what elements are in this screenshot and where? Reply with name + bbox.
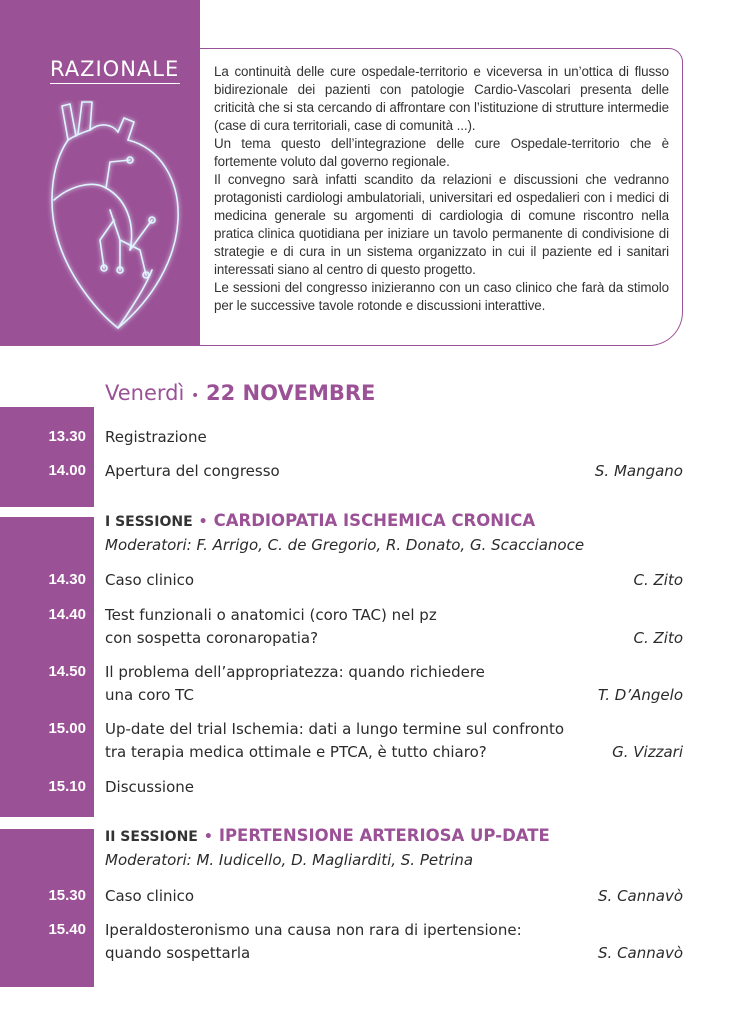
session-label: II SESSIONE (105, 829, 198, 845)
razionale-paragraph: Un tema questo dell’integrazione delle cure Ospedale-territorio che è fortemente voluto dal governo regionale. (214, 136, 669, 169)
session-1-header (105, 511, 535, 530)
razionale-text (214, 63, 669, 315)
agenda-speaker: C. Zito (633, 629, 683, 647)
agenda-time: 15.30 (48, 887, 86, 904)
agenda-time: 14.50 (48, 663, 86, 680)
razionale-paragraph: La continuità delle cure ospedale-territorio e viceversa in un’ottica di flusso bidirezionale dei pazienti con patologie Cardio-Vascolari presenta delle criticità che si sta cercando di affrontare con l’istituzione di strutture intermedie (case di cura territoriali, case di comunità ...). (214, 64, 669, 133)
agenda-speaker: G. Vizzari (612, 743, 683, 761)
agenda-title: Registrazione (105, 428, 207, 446)
agenda-time: 15.00 (48, 720, 86, 737)
razionale-paragraph: Le sessioni del congresso inizieranno con un caso clinico che farà da stimolo per le successive tavole rotonde e discussioni interattive. (214, 280, 669, 313)
agenda-time: 14.30 (48, 571, 86, 588)
agenda-time: 14.40 (48, 606, 86, 623)
agenda-title: Discussione (105, 778, 194, 796)
agenda-time: 15.40 (48, 921, 86, 938)
agenda-time: 14.00 (48, 462, 86, 479)
agenda-title: Caso clinico (105, 571, 195, 589)
session-1-moderators: Moderatori: F. Arrigo, C. de Gregorio, R. Donato, G. Scaccianoce (105, 536, 585, 554)
session-2-header (105, 826, 550, 845)
agenda-speaker: S. Cannavò (598, 887, 683, 905)
agenda-title: Up-date del trial Ischemia: dati a lungo termine sul confronto (105, 720, 565, 738)
razionale-paragraph: Il convegno sarà infatti scandito da relazioni e discussioni che vedranno protagonisti cardiologi ambulatoriali, universitari ed ospedalieri con i medici di medicina generale su argomenti di cardiologia di comune riscontro nella pratica clinica quotidiana per iniziare un tavolo permanente di condivisione di strategie e di cura in un sistema organizzato in cui il paziente ed i sanitari interessati siano al centro di questo progetto. (214, 172, 669, 277)
razionale-title: RAZIONALE (50, 57, 180, 84)
agenda-title: Iperaldosteronismo una causa non rara di ipertensione: (105, 921, 522, 939)
agenda-title: Test funzionali o anatomici (coro TAC) nel pz (105, 606, 437, 624)
agenda-speaker: S. Cannavò (598, 944, 683, 962)
day-separator: • (191, 388, 200, 404)
heart-outline-icon (40, 100, 190, 335)
agenda-title: quando sospettarla (105, 944, 251, 962)
session-2-moderators: Moderatori: M. Iudicello, D. Magliarditi, S. Petrina (105, 851, 474, 869)
agenda-title: Apertura del congresso (105, 462, 280, 480)
agenda-time: 13.30 (48, 428, 86, 445)
agenda-speaker: C. Zito (633, 571, 683, 589)
agenda-title: Il problema dell’appropriatezza: quando richiedere (105, 663, 485, 681)
day-title (105, 381, 375, 405)
session-separator: • (198, 514, 208, 530)
agenda-title: tra terapia medica ottimale e PTCA, è tutto chiaro? (105, 743, 487, 761)
agenda-speaker: S. Mangano (594, 462, 683, 480)
session-name: IPERTENSIONE ARTERIOSA UP-DATE (218, 826, 550, 845)
agenda-title: una coro TC (105, 686, 194, 704)
session-separator: • (203, 829, 213, 845)
agenda-title: Caso clinico (105, 887, 195, 905)
agenda-title: con sospetta coronaropatia? (105, 629, 319, 647)
session-label: I SESSIONE (105, 514, 193, 530)
agenda-speaker: T. D’Angelo (597, 686, 683, 704)
session-name: CARDIOPATIA ISCHEMICA CRONICA (213, 511, 536, 530)
agenda-time: 15.10 (48, 778, 86, 795)
timeline-block-session-2 (0, 829, 94, 987)
day-date: 22 NOVEMBRE (205, 381, 376, 405)
timeline-block-opening (0, 407, 94, 507)
day-weekday: Venerdì (105, 381, 185, 405)
